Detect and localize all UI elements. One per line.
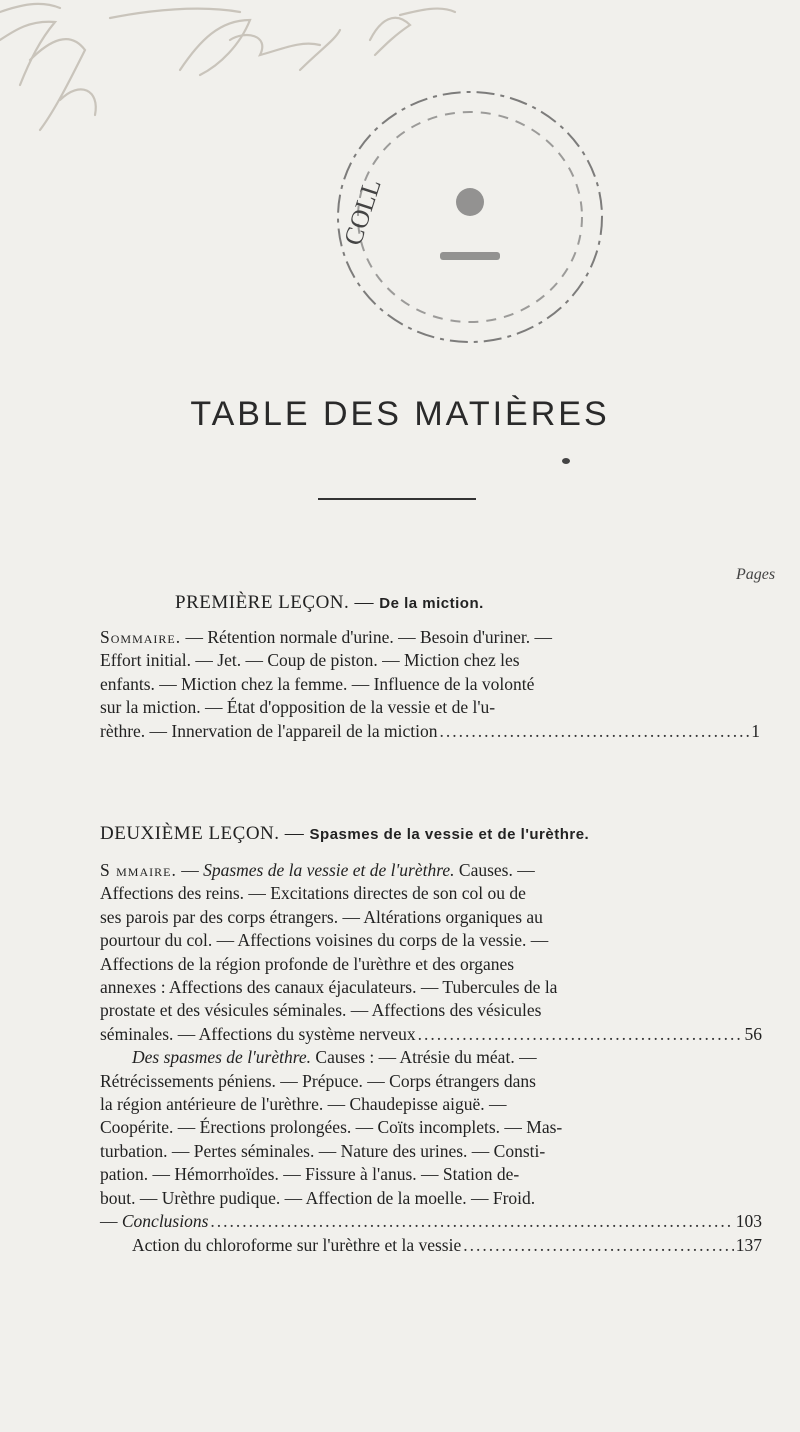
lesson-2-heading (100, 823, 589, 845)
toc-entry-text: séminales. — Affections du système nerveux (100, 1023, 416, 1044)
toc-entry-text: Conclusions (121, 1211, 209, 1232)
summary-italic: Des spasmes de l'urèthre. (132, 1047, 312, 1068)
lesson-2-summary: S mmaire. — Spasmes de la vessie et de l'urèthre. Causes. — Affections des reins. — Excitations directes de son col ou de ses parois par des corps étrangers. — Altérations organiques au pourtour du col. — Affections voisines du corps de la vessie. — Affections de la région profonde de l'urèthre et des organes annexes : Affections des canaux éjaculateurs. — Tubercules de la prostate et des vésicules séminales. — Affections des vésicules séminales. — Affections du système nerveux ..... 56 Des spasmes de l'urèthre. Causes : — Atrésie du méat. — Rétrécissements péniens. — Prépuce. — Corps étrangers dans la région antérieure de l'urèthre. — Chaudepisse aiguë. — Coopérite. — Érections prolongées. — Coïts incomplets. — Mas- turbation. — Pertes séminales. — Nature des urines. — Consti- pation. — Hémorrhoïdes. — Fissure à l'anus. — Station de- bout. — Urèthre pudique. — Affection de la moelle. — Froid. — Conclusions ..... 103 Action du chloroforme sur l'urèthre et la vessie ..... 137 (100, 859, 762, 1257)
toc-dash: — (100, 1211, 118, 1232)
ink-mark (562, 458, 570, 464)
page-title: TABLE DES MATIÈRES (190, 395, 610, 433)
page-number: 1 (751, 720, 760, 741)
lesson-1-summary (100, 626, 760, 743)
summary-line: Causes : — Atrésie du méat. — (315, 1047, 537, 1068)
dot-leader (463, 1234, 734, 1257)
summary-line: pourtour du col. — Affections voisines du corps de la vessie. — (100, 930, 549, 951)
summary-line: bout. — Urèthre pudique. — Affection de la moelle. — Froid. (100, 1187, 536, 1208)
sommaire-label: Sommaire. (100, 627, 182, 647)
library-stamp (320, 72, 620, 362)
toc-entry-text: Action du chloroforme sur l'urèthre et la vessie (132, 1234, 462, 1255)
page-number: 103 (735, 1211, 762, 1232)
lesson-2-topic: Spasmes de la vessie et de l'urèthre. (309, 826, 590, 843)
lesson-1-heading-label: PREMIÈRE LEÇON. — (175, 592, 375, 613)
dot-leader (418, 1023, 743, 1046)
summary-line: enfants. — Miction chez la femme. — Influence de la volonté (100, 673, 535, 694)
dot-leader (210, 1210, 733, 1233)
toc-entry-text: rèthre. — Innervation de l'appareil de la miction (100, 720, 438, 741)
title-divider (318, 498, 476, 500)
toc-entry (100, 720, 760, 743)
page-number: 137 (735, 1234, 762, 1255)
summary-line: annexes : Affections des canaux éjaculateurs. — Tubercules de la (100, 977, 558, 998)
svg-text:COLL: COLL (338, 175, 387, 249)
toc-entry (100, 1023, 762, 1046)
summary-italic: Spasmes de la vessie et de l'urèthre. (203, 860, 455, 880)
dot-leader (439, 720, 749, 743)
toc-entry (100, 1210, 762, 1233)
toc-entry (100, 1234, 762, 1257)
lesson-2-heading-label: DEUXIÈME LEÇON. — (100, 823, 305, 844)
summary-line: prostate et des vésicules séminales. — Affections des vésicules (100, 1000, 542, 1021)
summary-line: sur la miction. — État d'opposition de la vessie et de l'u- (100, 697, 496, 718)
sommaire-label: S mmaire. (100, 860, 177, 880)
summary-line: Causes. — (458, 860, 535, 880)
summary-line: Affections de la région profonde de l'urèthre et des organes (100, 953, 515, 974)
lesson-1-topic: De la miction. (379, 595, 484, 612)
summary-line: la région antérieure de l'urèthre. — Chaudepisse aiguë. — (100, 1094, 507, 1115)
summary-line: Rétrécissements péniens. — Prépuce. — Corps étrangers dans (100, 1070, 536, 1091)
summary-line: Coopérite. — Érections prolongées. — Coïts incomplets. — Mas- (100, 1117, 563, 1138)
pages-column-label: Pages (736, 566, 776, 583)
summary-line: turbation. — Pertes séminales. — Nature des urines. — Consti- (100, 1140, 546, 1161)
page-number: 56 (744, 1023, 762, 1044)
summary-line: Affections des reins. — Excitations directes de son col ou de (100, 883, 526, 904)
summary-line: Effort initial. — Jet. — Coup de piston. — Miction chez les (100, 650, 520, 671)
summary-line: pation. — Hémorrhoïdes. — Fissure à l'anus. — Station de- (100, 1164, 520, 1185)
lesson-1-heading (175, 592, 484, 614)
summary-line: — Rétention normale d'urine. — Besoin d'uriner. — (185, 627, 552, 647)
summary-line: ses parois par des corps étrangers. — Altérations organiques au (100, 906, 543, 927)
